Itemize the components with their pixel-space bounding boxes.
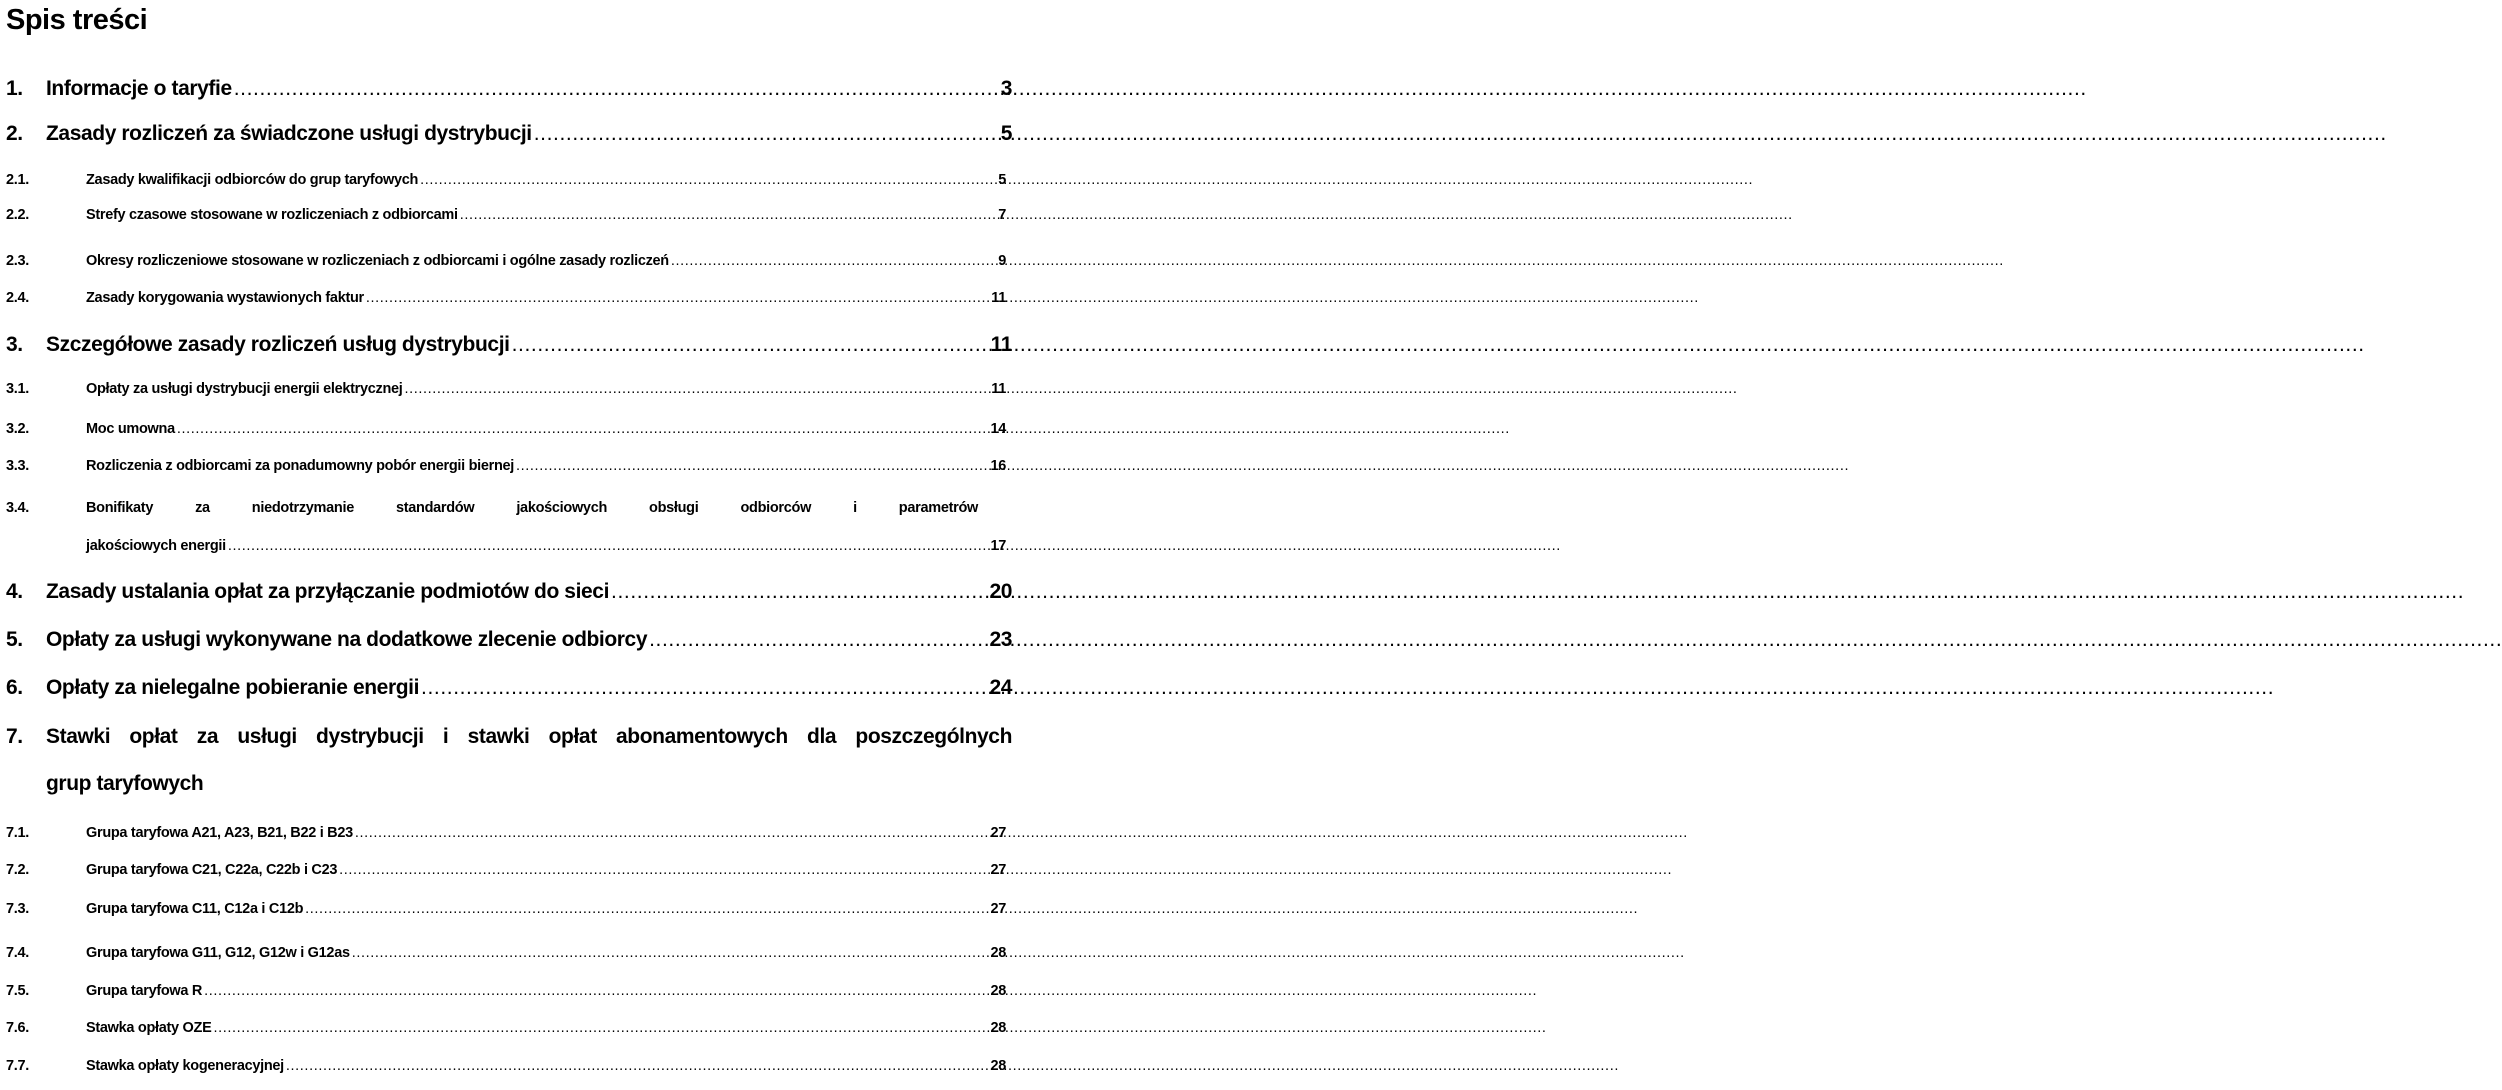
toc-entry-text: Opłaty za usługi wykonywane na dodatkowe zlecenie odbiorcy (46, 628, 648, 651)
toc-entry-number: 7.3. (6, 901, 29, 917)
toc-entry-page: 17 (990, 538, 1006, 554)
dot-leader (228, 538, 989, 554)
toc-entry-number: 1. (6, 77, 23, 100)
dot-leader (177, 421, 989, 437)
dot-leader (366, 290, 989, 306)
toc-entry-3[interactable] (6, 333, 1012, 357)
toc-entry-7-5[interactable] (6, 983, 1006, 999)
toc-entry-page: 3 (1000, 77, 1012, 100)
toc-entry-text: Stawka opłaty kogeneracyjnej (86, 1058, 284, 1074)
toc-entry-text: Opłaty za usługi dystrybucji energii elektrycznej (86, 381, 403, 397)
toc-entry-text: jakościowych energii (86, 538, 226, 554)
toc-entry-2-2[interactable] (6, 207, 1006, 223)
toc-entry-text: Grupa taryfowa R (86, 983, 203, 999)
toc-entry-2[interactable] (6, 122, 1012, 146)
toc-entry-number: 2. (6, 122, 23, 145)
toc-entry-number: 7. (6, 725, 23, 748)
toc-entry-text: Okresy rozliczeniowe stosowane w rozliczeniach z odbiorcami i ogólne zasady rozliczeń (86, 253, 669, 269)
toc-entry-page: 7 (998, 207, 1006, 223)
toc-entry-3-1[interactable] (6, 381, 1006, 397)
toc-entry-page: 5 (1000, 122, 1012, 145)
toc-entry-number: 3.2. (6, 421, 29, 437)
toc-entry-7-continuation[interactable] (46, 772, 203, 796)
toc-entry-number: 2.2. (6, 207, 29, 223)
toc-entry-3-4-continuation[interactable] (86, 538, 1006, 554)
toc-entry-page: 9 (998, 253, 1006, 269)
toc-entry-page: 14 (990, 421, 1006, 437)
toc-entry-page: 28 (990, 1058, 1006, 1074)
toc-entry-number: 2.4. (6, 290, 29, 306)
toc-entry-page: 23 (989, 628, 1012, 651)
toc-entry-text: Grupa taryfowa A21, A23, B21, B22 i B23 (86, 825, 353, 841)
toc-entry-number: 2.3. (6, 253, 29, 269)
toc-entry-7-1[interactable] (6, 825, 1006, 841)
toc-entry-number: 7.1. (6, 825, 29, 841)
toc-entry-6[interactable] (6, 676, 1012, 700)
toc-entry-text: Stawka opłaty OZE (86, 1020, 212, 1036)
toc-entry-page: 27 (990, 862, 1006, 878)
dot-leader (516, 458, 988, 474)
toc-entry-text: Opłaty za nielegalne pobieranie energii (46, 676, 420, 699)
toc-entry-text: Szczegółowe zasady rozliczeń usług dystrybucji (46, 333, 510, 356)
toc-entry-number: 4. (6, 580, 23, 603)
toc-entry-number: 3.4. (6, 500, 29, 516)
toc-entry-text: Grupa taryfowa G11, G12, G12w i G12as (86, 945, 350, 961)
toc-entry-7-4[interactable] (6, 945, 1006, 961)
dot-leader (405, 381, 990, 397)
dot-leader (611, 580, 987, 604)
toc-entry-text: grup taryfowych (46, 772, 204, 795)
toc-entry-4[interactable] (6, 580, 1012, 604)
toc-entry-text: Grupa taryfowa C21, C22a, C22b i C23 (86, 862, 338, 878)
toc-entry-2-3[interactable] (6, 253, 1006, 269)
dot-leader (649, 628, 987, 652)
toc-entry-page: 20 (989, 580, 1012, 603)
dot-leader (305, 901, 988, 917)
dot-leader (420, 172, 996, 188)
toc-entry-page: 11 (991, 290, 1006, 306)
toc-entry-page: 5 (998, 172, 1006, 188)
toc-entry-page: 11 (991, 381, 1006, 397)
toc-entry-text: Grupa taryfowa C11, C12a i C12b (86, 901, 304, 917)
dot-leader (286, 1058, 989, 1074)
dot-leader (204, 983, 988, 999)
toc-entry-page: 27 (990, 901, 1006, 917)
toc-entry-page: 28 (990, 1020, 1006, 1036)
toc-entry-text: Zasady kwalifikacji odbiorców do grup taryfowych (86, 172, 419, 188)
toc-entry-7-3[interactable] (6, 901, 1006, 917)
dot-leader (534, 122, 999, 146)
toc-entry-2-4[interactable] (6, 290, 1006, 306)
toc-entry-page: 28 (990, 983, 1006, 999)
toc-entry-text: Zasady ustalania opłat za przyłączanie podmiotów do sieci (46, 580, 610, 603)
toc-entry-7-6[interactable] (6, 1020, 1006, 1036)
toc-entry-text: Moc umowna (86, 421, 175, 437)
toc-entry-number: 3. (6, 333, 23, 356)
toc-entry-7-2[interactable] (6, 862, 1006, 878)
toc-entry-page: 27 (990, 825, 1006, 841)
toc-entry-7[interactable] (6, 725, 1012, 749)
dot-leader (213, 1020, 988, 1036)
toc-entry-text: Zasady korygowania wystawionych faktur (86, 290, 364, 306)
table-of-contents (0, 0, 1024, 1090)
toc-entry-text: Stawki opłat za usługi dystrybucji i stawki opłat abonamentowych dla poszczególnych (46, 725, 1012, 748)
dot-leader (512, 333, 989, 357)
toc-entry-3-3[interactable] (6, 458, 1006, 474)
toc-entry-5[interactable] (6, 628, 1012, 652)
toc-entry-page: 28 (990, 945, 1006, 961)
toc-entry-7-7[interactable] (6, 1058, 1006, 1074)
toc-entry-number: 7.5. (6, 983, 29, 999)
toc-entry-page: 16 (990, 458, 1006, 474)
toc-entry-number: 7.2. (6, 862, 29, 878)
toc-entry-3-4[interactable] (6, 500, 1006, 516)
dot-leader (352, 945, 989, 961)
toc-entry-1[interactable] (6, 77, 1012, 101)
toc-entry-2-1[interactable] (6, 172, 1006, 188)
toc-entry-text: Zasady rozliczeń za świadczone usługi dystrybucji (46, 122, 532, 145)
dot-leader (671, 253, 996, 269)
toc-entry-number: 3.3. (6, 458, 29, 474)
toc-entry-number: 2.1. (6, 172, 29, 188)
toc-entry-text: Strefy czasowe stosowane w rozliczeniach z odbiorcami (86, 207, 458, 223)
toc-entry-page: 24 (989, 676, 1012, 699)
toc-entry-3-2[interactable] (6, 421, 1006, 437)
dot-leader (460, 207, 997, 223)
page-title: Spis treści (6, 4, 148, 36)
toc-entry-number: 7.4. (6, 945, 29, 961)
dot-leader (355, 825, 989, 841)
toc-entry-number: 5. (6, 628, 23, 651)
toc-entry-text: Bonifikaty za niedotrzymanie standardów jakościowych obsługi odbiorców i parametrów (86, 500, 978, 516)
toc-entry-text: Informacje o taryfie (46, 77, 232, 100)
dot-leader (421, 676, 987, 700)
toc-entry-number: 7.6. (6, 1020, 29, 1036)
toc-entry-number: 3.1. (6, 381, 29, 397)
toc-entry-page: 11 (990, 333, 1012, 356)
toc-entry-number: 7.7. (6, 1058, 29, 1074)
toc-entry-text: Rozliczenia z odbiorcami za ponadumowny pobór energii biernej (86, 458, 515, 474)
dot-leader (339, 862, 988, 878)
toc-entry-number: 6. (6, 676, 23, 699)
dot-leader (234, 77, 999, 101)
